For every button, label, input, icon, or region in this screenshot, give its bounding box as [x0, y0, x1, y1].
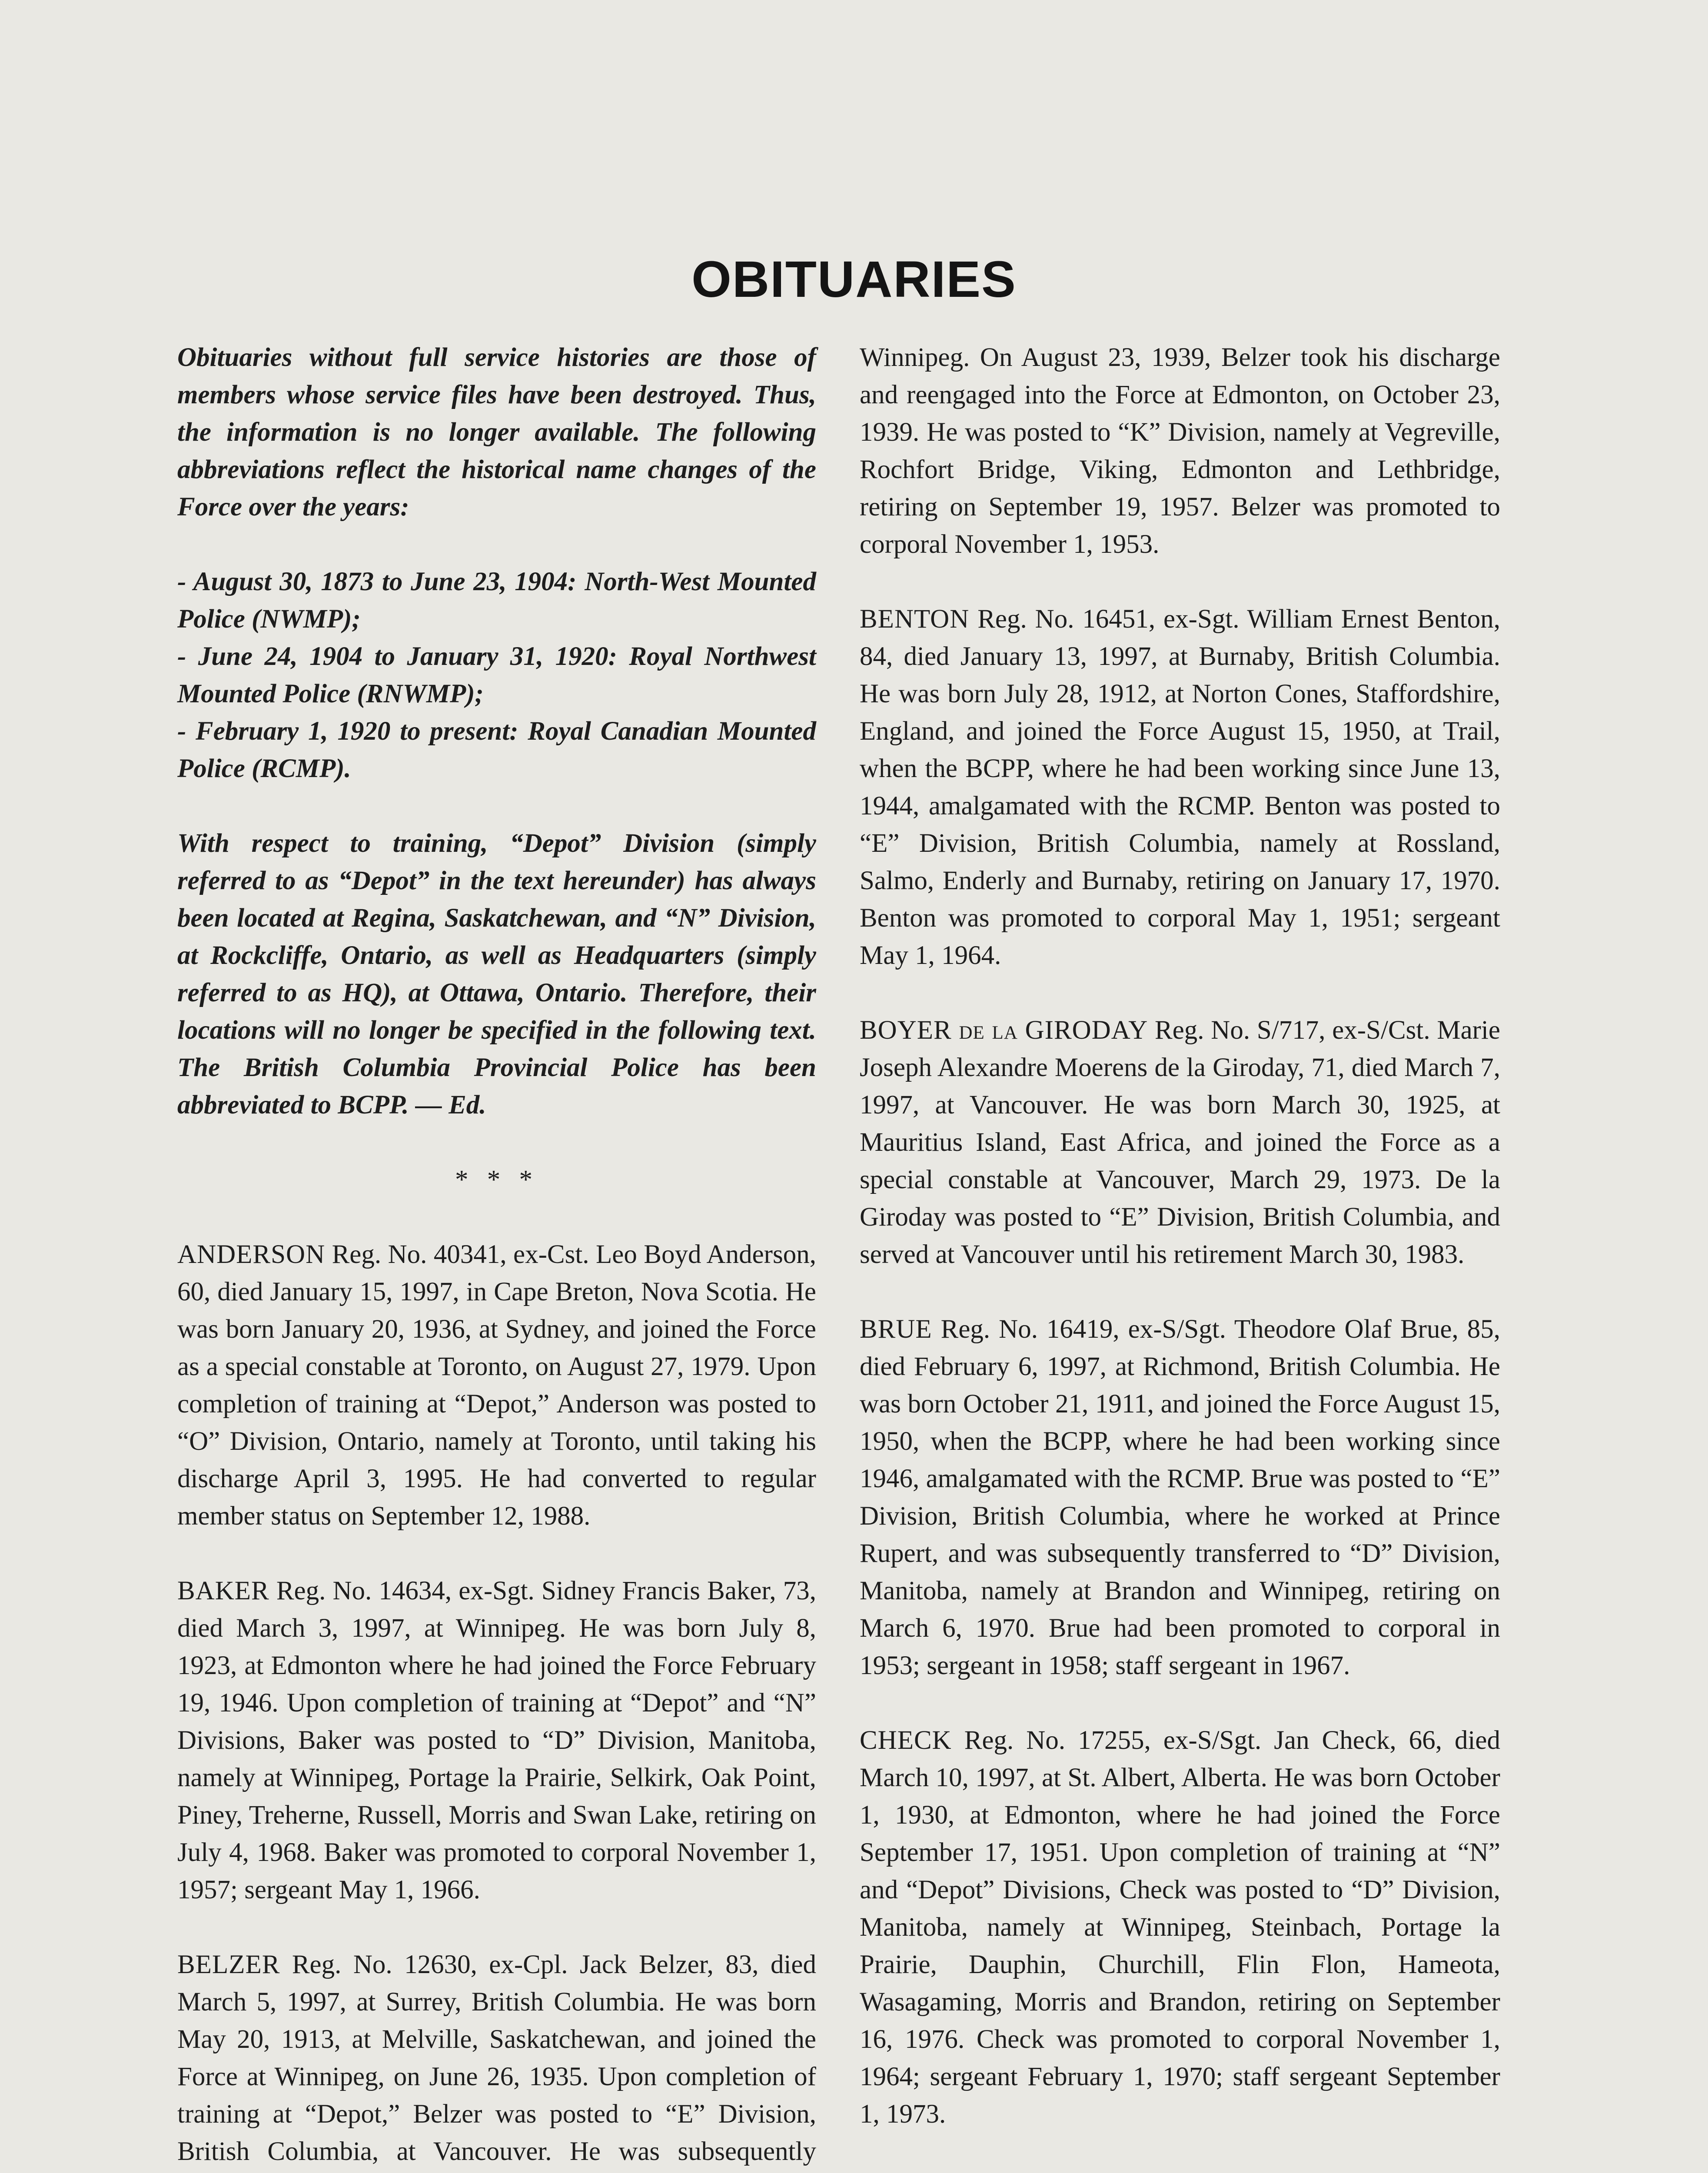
obituary-entry	[177, 1236, 816, 1535]
obituary-continuation: Winnipeg. On August 23, 1939, Belzer took his discharge and reengaged into the Force at Edmonton, on October 23, 1939. He was posted to “K” Division, namely at Vegreville, Rochfort Bridge, Viking, Edmonton and Lethbridge, retiring on September 19, 1957. Belzer was promoted to corporal November 1, 1953.	[860, 343, 1500, 559]
obituary-entry	[860, 2170, 1500, 2173]
obituary-surname: ANDERSON	[177, 1240, 326, 1269]
obituary-text: Reg. No. S/717, ex-S/Cst. Marie Joseph Alexandre Moerens de la Giroday, 71, died March 7, 1997, at Vancouver. He was born March 30, 1925, at Mauritius Island, East Africa, and joined the Force as a special constable at Vancouver, March 29, 1973. De la Giroday was posted to “E” Division, British Columbia, and served at Vancouver until his retirement March 30, 1983.	[860, 1016, 1500, 1269]
obituary-text: Reg. No. 40341, ex-Cst. Leo Boyd Anderson, 60, died January 15, 1997, in Cape Breton, Nova Scotia. He was born January 20, 1936, at Sydney, and joined the Force as a special constable at Toronto, on August 27, 1979. Upon completion of training at “Depot,” Anderson was posted to “O” Division, Ontario, namely at Toronto, until taking his discharge April 3, 1995. He had converted to regular member status on September 12, 1988.	[177, 1240, 816, 1531]
section-separator: * * *	[455, 1165, 538, 1194]
abbreviation-item: - June 24, 1904 to January 31, 1920: Royal Northwest Mounted Police (RNWMP);	[177, 642, 816, 708]
obituary-text: Reg. No. 17255, ex-S/Sgt. Jan Check, 66, died March 10, 1997, at St. Albert, Alberta. He was born October 1, 1930, at Edmonton, where he had joined the Force September 17, 1951. Upon completion of training at “N” and “Depot” Divisions, Check was posted to “D” Division, Manitoba, namely at Winnipeg, Steinbach, Portage la Prairie, Dauphin, Churchill, Flin Flon, Hameota, Wasagaming, Morris and Brandon, retiring on September 16, 1976. Check was promoted to corporal November 1, 1964; sergeant February 1, 1970; staff sergeant September 1, 1973.	[860, 1726, 1500, 2129]
obituary-surname: BELZER	[177, 1950, 280, 1979]
page-title: OBITUARIES	[691, 251, 1017, 308]
obituary-surname: BENTON	[860, 605, 970, 634]
obituary-entry	[860, 601, 1500, 974]
obituary-text: Reg. No. 16451, ex-Sgt. William Ernest Benton, 84, died January 13, 1997, at Burnaby, British Columbia. He was born July 28, 1912, at Norton Cones, Staffordshire, England, and joined the Force August 15, 1950, at Trail, when the BCPP, where he had been working since June 13, 1944, amalgamated with the RCMP. Benton was posted to “E” Division, British Columbia, namely at Rossland, Salmo, Enderly and Burnaby, retiring on January 17, 1970. Benton was promoted to corporal May 1, 1951; sergeant May 1, 1964.	[860, 605, 1500, 970]
obituary-surname: BRUE	[860, 1315, 932, 1344]
obituary-entry	[860, 1311, 1500, 1685]
obituary-text: Reg. No. 16419, ex-S/Sgt. Theodore Olaf Brue, 85, died February 6, 1997, at Richmond, British Columbia. He was born October 21, 1911, and joined the Force August 15, 1950, when the BCPP, where he had been working since 1946, amalgamated with the RCMP. Brue was posted to “E” Division, British Columbia, where he worked at Prince Rupert, and was subsequently transferred to “D” Division, Manitoba, namely at Brandon and Winnipeg, retiring on March 6, 1970. Brue had been promoted to corporal in 1953; sergeant in 1958; staff sergeant in 1967.	[860, 1315, 1500, 1680]
obituary-text: Reg. No. 12630, ex-Cpl. Jack Belzer, 83, died March 5, 1997, at Surrey, British Columbia. He was born May 20, 1913, at Melville, Saskatchewan, and joined the Force at Winnipeg, on June 26, 1935. Upon completion of training at “Depot,” Belzer was posted to “E” Division, British Columbia, at Vancouver. He was subsequently	[177, 1950, 816, 2166]
abbreviation-item: - August 30, 1873 to June 23, 1904: North-West Mounted Police (NWMP);	[177, 567, 816, 634]
intro-note	[177, 339, 816, 1124]
obituary-entry	[860, 1722, 1500, 2133]
intro-paragraph: Obituaries without full service histories are those of members whose service files have been destroyed. Thus, the information is no longer available. The following abbreviations reflect the historical name changes of the Force over the years:	[177, 343, 816, 522]
obituary-text: Reg. No. 14634, ex-Sgt. Sidney Francis Baker, 73, died March 3, 1997, at Winnipeg. He was born July 8, 1923, at Edmonton where he had joined the Force February 19, 1946. Upon completion of training at “Depot” and “N” Divisions, Baker was posted to “D” Division, Manitoba, namely at Winnipeg, Portage la Prairie, Selkirk, Oak Point, Piney, Treherne, Russell, Morris and Swan Lake, retiring on July 4, 1968. Baker was promoted to corporal November 1, 1957; sergeant May 1, 1966.	[177, 1576, 816, 1904]
intro-paragraph: With respect to training, “Depot” Division (simply referred to as “Depot” in the text hereunder) has always been located at Regina, Saskatchewan, and “N” Division, at Rockcliffe, Ontario, as well as Headquarters (simply referred to as HQ), at Ottawa, Ontario. Therefore, their locations will no longer be specified in the following text. The British Columbia Provincial Police has been abbreviated to BCPP. — Ed.	[177, 829, 816, 1120]
obituary-entry	[177, 1572, 816, 1909]
obituary-entry	[860, 1012, 1500, 1273]
obituary-surname: CHECK	[860, 1726, 952, 1755]
left-column	[177, 339, 816, 2173]
obituary-surname: BAKER	[177, 1576, 269, 1605]
abbreviation-item: - February 1, 1920 to present: Royal Canadian Mounted Police (RCMP).	[177, 717, 816, 783]
obituary-entry	[177, 1946, 816, 2173]
obituary-surname: BOYER de la GIRODAY	[860, 1016, 1148, 1045]
right-column	[860, 339, 1500, 2173]
